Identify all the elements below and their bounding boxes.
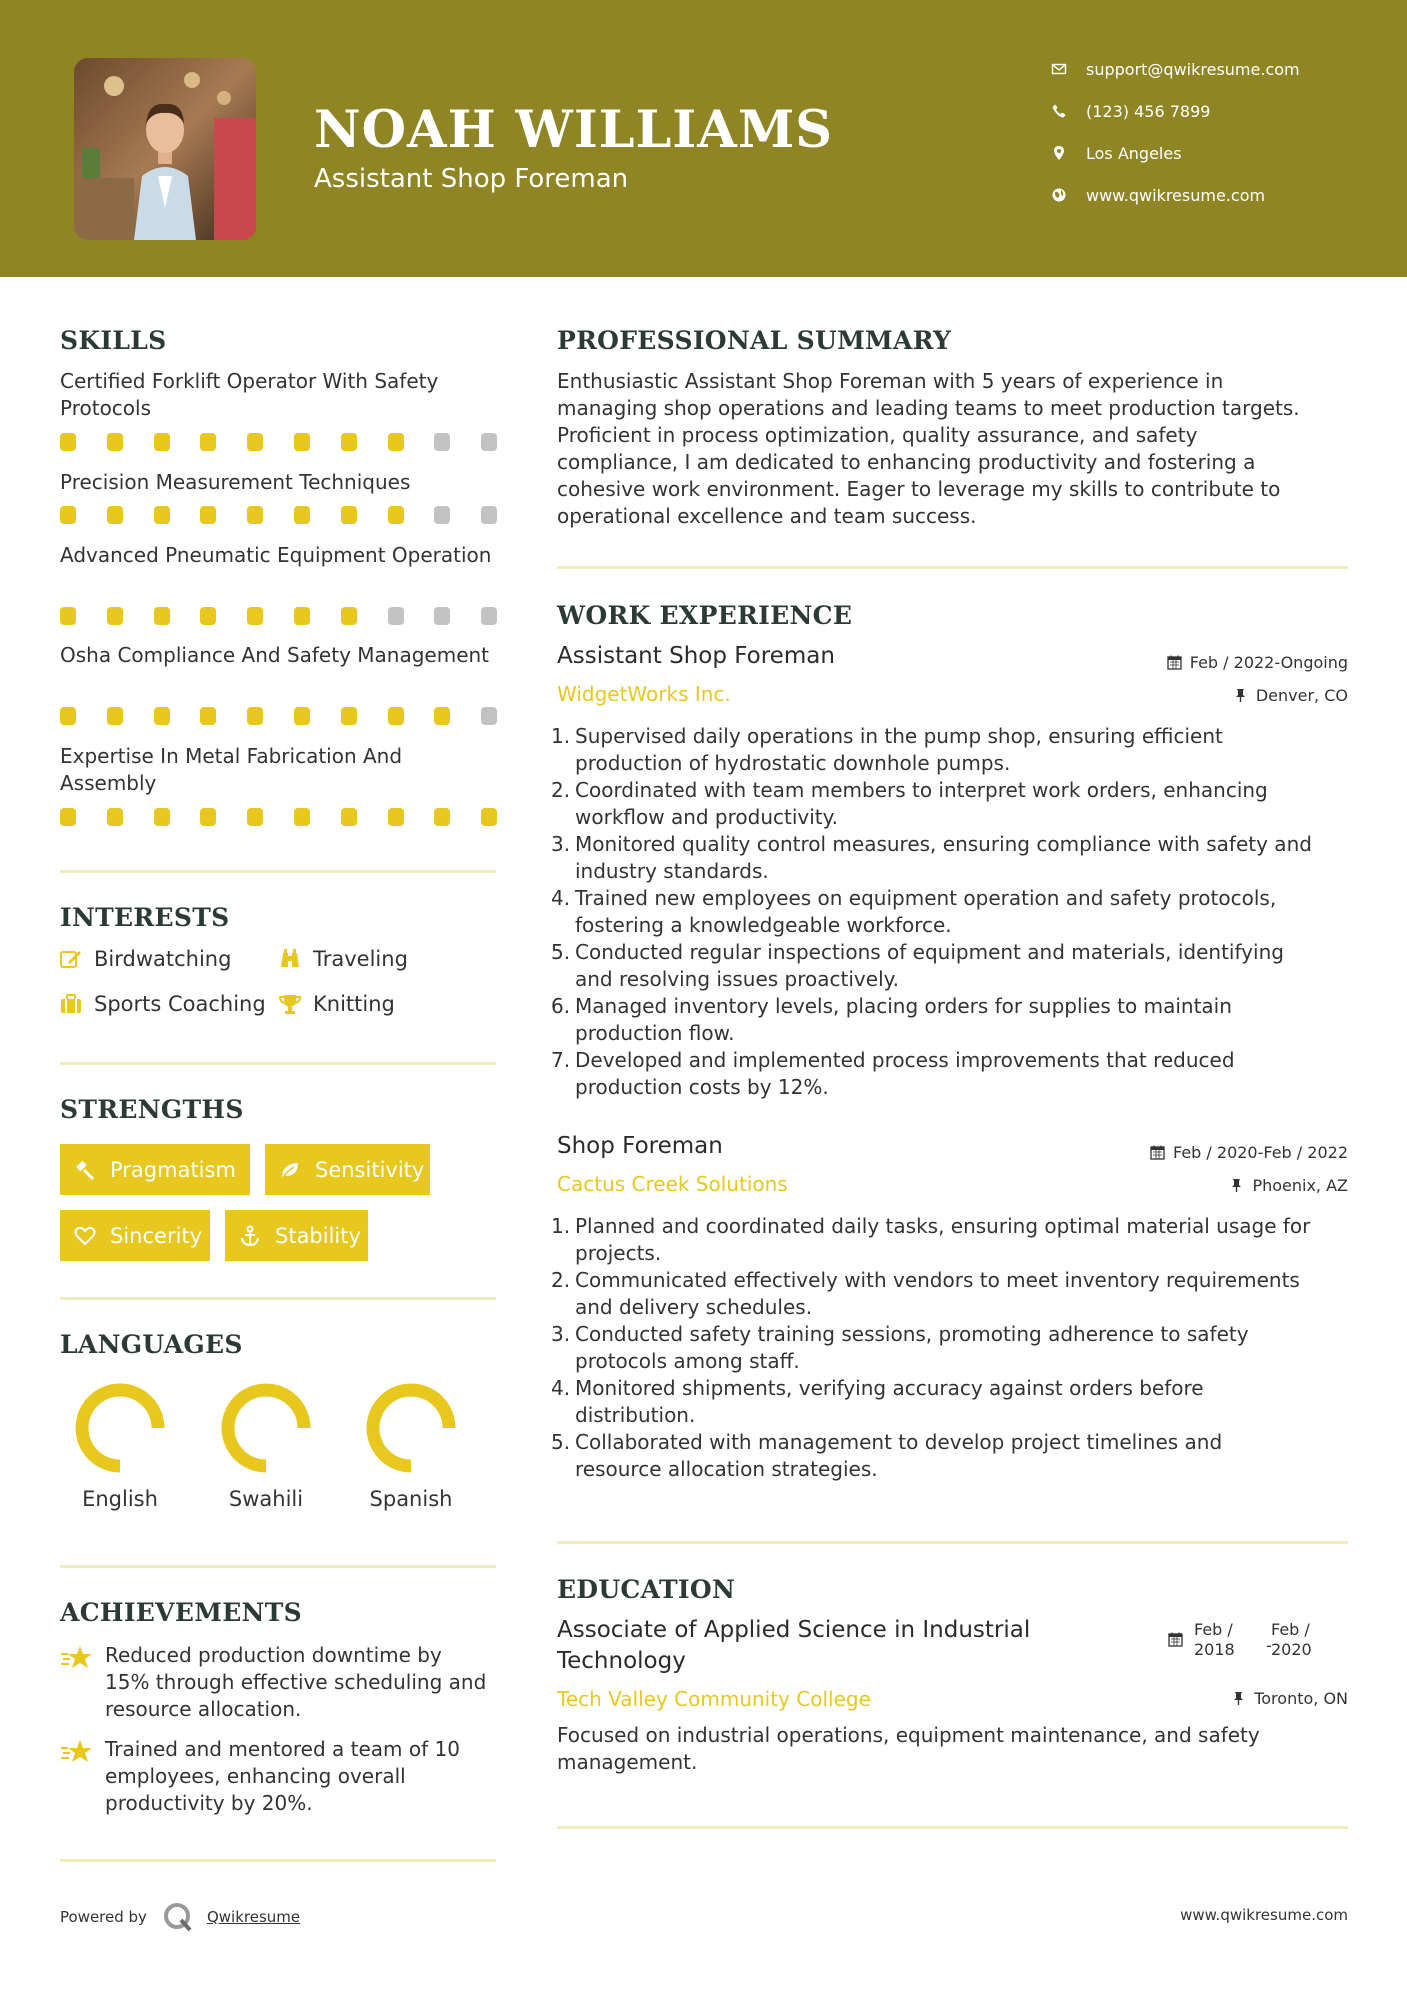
education-description-line: management. — [557, 1750, 698, 1774]
achievement-line: employees, enhancing overall — [105, 1764, 406, 1788]
skill-dot-empty — [481, 607, 497, 625]
experience-heading: WORK EXPERIENCE — [557, 601, 853, 630]
interest-label: Traveling — [313, 947, 408, 971]
responsibility-line: Monitored shipments, verifying accuracy against orders before — [575, 1376, 1204, 1400]
skill-dot-filled — [294, 506, 310, 524]
skill-dot-filled — [154, 808, 170, 826]
language-level-arc — [373, 1390, 449, 1466]
skill-dot-filled — [200, 707, 216, 725]
skill-dot-filled — [294, 808, 310, 826]
skill-rating — [60, 707, 500, 725]
responsibility-number: 1. — [551, 724, 571, 748]
responsibility-line: fostering a knowledgeable workforce. — [575, 913, 952, 937]
pushpin-icon — [1229, 1178, 1244, 1193]
skill-rating — [60, 433, 500, 451]
summary-heading: PROFESSIONAL SUMMARY — [557, 326, 952, 355]
skill-dot-empty — [481, 433, 497, 451]
star-icon — [60, 1644, 94, 1672]
interest-item — [58, 989, 266, 1019]
skill-dot-filled — [294, 707, 310, 725]
achievement-line: resource allocation. — [105, 1697, 302, 1721]
responsibility-line: distribution. — [575, 1403, 696, 1427]
skill-dot-filled — [434, 808, 450, 826]
strength-label: Sensitivity — [315, 1157, 425, 1182]
skill-dot-filled — [200, 506, 216, 524]
job-responsibilities — [551, 723, 1357, 1101]
responsibility-text — [575, 885, 1276, 939]
responsibility-number: 3. — [551, 1322, 571, 1346]
responsibility-item — [551, 993, 1357, 1047]
contact-email-text: support@qwikresume.com — [1086, 59, 1300, 79]
contact-website[interactable] — [1048, 179, 1388, 211]
responsibility-line: Conducted safety training sessions, promoting adherence to safety — [575, 1322, 1249, 1346]
summary-line: compliance, I am dedicated to enhancing productivity and fostering a — [557, 450, 1256, 474]
summary-text — [557, 368, 1357, 530]
responsibility-line: Trained new employees on equipment operation and safety protocols, — [575, 886, 1277, 910]
skill-name: Advanced Pneumatic Equipment Operation — [60, 543, 492, 567]
section-divider — [60, 1565, 496, 1568]
anchor-icon — [237, 1223, 263, 1249]
responsibility-text — [575, 993, 1232, 1047]
responsibility-line: workflow and productivity. — [575, 805, 838, 829]
skill-dot-filled — [247, 707, 263, 725]
briefcase-icon — [58, 991, 84, 1017]
job-dates-text: Feb / 2020-Feb / 2022 — [1173, 1143, 1348, 1162]
skill-dot-filled — [107, 607, 123, 625]
skill-dot-filled — [200, 808, 216, 826]
responsibility-line: and resolving issues proactively. — [575, 967, 899, 991]
skill-dot-filled — [388, 808, 404, 826]
heart-icon — [72, 1223, 98, 1249]
responsibility-line: production of hydrostatic downhole pumps. — [575, 751, 1011, 775]
responsibility-item — [551, 777, 1357, 831]
skill-dot-empty — [481, 707, 497, 725]
skill-dot-filled — [200, 607, 216, 625]
responsibility-text — [575, 1375, 1204, 1429]
language-gauge — [219, 1381, 313, 1475]
calendar-icon — [1167, 655, 1182, 670]
candidate-name: NOAH WILLIAMS — [314, 100, 834, 160]
language-gauge — [73, 1381, 167, 1475]
job-location-text: Phoenix, AZ — [1252, 1176, 1348, 1195]
skill-name: Precision Measurement Techniques — [60, 470, 411, 494]
company-name: Cactus Creek Solutions — [557, 1172, 788, 1196]
strength-label: Stability — [275, 1223, 361, 1248]
header-banner — [0, 0, 1407, 277]
binoculars-icon — [277, 946, 303, 972]
skill-rating — [60, 607, 500, 625]
skill-dot-filled — [60, 607, 76, 625]
map-pin-icon — [1048, 142, 1070, 164]
responsibility-text — [575, 777, 1268, 831]
skills-heading: SKILLS — [60, 326, 167, 355]
job-location — [1233, 686, 1348, 705]
skill-dot-empty — [481, 506, 497, 524]
responsibility-line: Supervised daily operations in the pump shop, ensuring efficient — [575, 724, 1223, 748]
gavel-icon — [72, 1157, 98, 1183]
skill-dot-filled — [60, 808, 76, 826]
qwikresume-link[interactable]: Qwikresume — [206, 1908, 301, 1926]
calendar-icon — [1150, 1145, 1165, 1160]
skill-dot-filled — [388, 433, 404, 451]
interest-item — [277, 944, 408, 974]
summary-line: operational excellence and team success. — [557, 504, 977, 528]
skill-dot-filled — [154, 607, 170, 625]
responsibility-item — [551, 1213, 1357, 1267]
language-name: English — [82, 1487, 158, 1511]
skill-name: Osha Compliance And Safety Management — [60, 643, 490, 667]
responsibility-text — [575, 1429, 1222, 1483]
skill-rating — [60, 808, 500, 826]
responsibility-line: Communicated effectively with vendors to meet inventory requirements — [575, 1268, 1300, 1292]
responsibility-line: Coordinated with team members to interpret work orders, enhancing — [575, 778, 1268, 802]
powered-by-text: Powered by — [60, 1908, 147, 1926]
skill-dot-filled — [434, 707, 450, 725]
language-item — [55, 1381, 185, 1531]
strength-badge — [60, 1144, 250, 1195]
strength-badge — [225, 1210, 368, 1261]
responsibility-item — [551, 1047, 1357, 1101]
section-divider — [557, 1541, 1348, 1544]
skill-dot-filled — [341, 607, 357, 625]
skill-dot-filled — [341, 433, 357, 451]
section-divider — [60, 1297, 496, 1300]
school-name: Tech Valley Community College — [557, 1687, 871, 1711]
strength-label: Sincerity — [110, 1223, 203, 1248]
education-dates — [1168, 1620, 1348, 1664]
education-location-text: Toronto, ON — [1254, 1689, 1348, 1708]
job-location-text: Denver, CO — [1255, 686, 1348, 705]
section-divider — [60, 1859, 496, 1862]
education-start-year: 2018 — [1194, 1640, 1235, 1659]
responsibility-line: production flow. — [575, 1021, 735, 1045]
section-divider — [60, 1062, 496, 1065]
job-dates-text: Feb / 2022-Ongoing — [1189, 653, 1348, 672]
skill-dot-filled — [388, 506, 404, 524]
languages-heading: LANGUAGES — [60, 1330, 243, 1359]
language-level-arc — [82, 1390, 158, 1466]
achievement-line: Trained and mentored a team of 10 — [105, 1737, 460, 1761]
strength-badge — [265, 1144, 430, 1195]
section-divider — [60, 870, 496, 873]
skill-dot-filled — [60, 707, 76, 725]
job-title: Shop Foreman — [557, 1133, 723, 1159]
interests-heading: INTERESTS — [60, 903, 230, 932]
education-description-line: Focused on industrial operations, equipment maintenance, and safety — [557, 1723, 1260, 1747]
summary-line: managing shop operations and leading teams to meet production targets. — [557, 396, 1300, 420]
pencil-square-icon — [58, 946, 84, 972]
section-divider — [557, 1826, 1348, 1829]
education-location — [1231, 1689, 1348, 1708]
responsibility-line: resource allocation strategies. — [575, 1457, 878, 1481]
skill-dot-filled — [154, 433, 170, 451]
footer-url[interactable]: www.qwikresume.com — [1180, 1906, 1348, 1924]
language-item — [346, 1381, 476, 1531]
strength-label: Pragmatism — [110, 1157, 236, 1182]
responsibility-line: Collaborated with management to develop project timelines and — [575, 1430, 1223, 1454]
job-responsibilities — [551, 1213, 1357, 1483]
skill-dot-filled — [294, 433, 310, 451]
skill-dot-filled — [247, 607, 263, 625]
skill-dot-empty — [434, 607, 450, 625]
achievement-item — [60, 1642, 500, 1726]
language-name: Spanish — [369, 1487, 453, 1511]
responsibility-line: industry standards. — [575, 859, 769, 883]
education-date-separator: - — [1266, 1636, 1272, 1655]
skill-dot-empty — [434, 433, 450, 451]
responsibility-number: 1. — [551, 1214, 571, 1238]
job-title: Assistant Shop Foreman — [557, 643, 835, 669]
language-level-arc — [228, 1390, 304, 1466]
job-location — [1229, 1176, 1348, 1195]
trophy-icon — [277, 991, 303, 1017]
responsibility-line: projects. — [575, 1241, 662, 1265]
responsibility-text — [575, 1321, 1249, 1375]
interest-item — [277, 989, 395, 1019]
strengths-heading: STRENGTHS — [60, 1095, 244, 1124]
responsibility-item — [551, 885, 1357, 939]
responsibility-item — [551, 1429, 1357, 1483]
responsibility-item — [551, 939, 1357, 993]
responsibility-line: Managed inventory levels, placing orders for supplies to maintain — [575, 994, 1232, 1018]
skill-dot-empty — [434, 506, 450, 524]
degree-line: Technology — [557, 1648, 686, 1674]
skill-dot-filled — [247, 808, 263, 826]
footer-brand — [60, 1900, 300, 1934]
responsibility-line: Conducted regular inspections of equipment and materials, identifying — [575, 940, 1284, 964]
language-item — [201, 1381, 331, 1531]
education-end-month: Feb / — [1271, 1620, 1310, 1639]
responsibility-item — [551, 1375, 1357, 1429]
responsibility-number: 7. — [551, 1048, 571, 1072]
responsibility-text — [575, 939, 1284, 993]
interest-label: Birdwatching — [94, 947, 232, 971]
skill-rating — [60, 506, 500, 524]
contact-phone-text: (123) 456 7899 — [1086, 101, 1211, 121]
responsibility-line: and delivery schedules. — [575, 1295, 813, 1319]
interest-item — [58, 944, 231, 974]
contact-website-text: www.qwikresume.com — [1086, 185, 1266, 205]
phone-icon — [1048, 100, 1070, 122]
responsibility-number: 6. — [551, 994, 571, 1018]
responsibility-text — [575, 1213, 1310, 1267]
responsibility-line: protocols among staff. — [575, 1349, 800, 1373]
skill-dot-filled — [60, 433, 76, 451]
responsibility-item — [551, 831, 1357, 885]
skill-dot-filled — [481, 808, 497, 826]
envelope-icon — [1048, 58, 1070, 80]
responsibility-number: 3. — [551, 832, 571, 856]
summary-line: Enthusiastic Assistant Shop Foreman with 5 years of experience in — [557, 369, 1224, 393]
skill-dot-filled — [341, 506, 357, 524]
responsibility-number: 5. — [551, 940, 571, 964]
skill-dot-filled — [341, 707, 357, 725]
star-icon — [60, 1738, 94, 1766]
skill-name: Certified Forklift Operator With Safety Protocols — [60, 369, 439, 420]
pushpin-icon — [1233, 688, 1248, 703]
profile-photo — [74, 58, 256, 240]
candidate-title: Assistant Shop Foreman — [314, 164, 629, 194]
responsibility-text — [575, 1267, 1300, 1321]
achievement-item — [60, 1736, 500, 1820]
contact-email[interactable] — [1048, 53, 1388, 85]
skill-dot-empty — [388, 607, 404, 625]
summary-line: Proficient in process optimization, quality assurance, and safety — [557, 423, 1198, 447]
leaf-icon — [277, 1157, 303, 1183]
achievement-line: Reduced production downtime by — [105, 1643, 442, 1667]
responsibility-text — [575, 831, 1312, 885]
job-dates — [1150, 1143, 1348, 1162]
skill-dot-filled — [107, 433, 123, 451]
responsibility-line: Developed and implemented process improvements that reduced — [575, 1048, 1235, 1072]
strength-badge — [60, 1210, 210, 1261]
skill-dot-filled — [154, 707, 170, 725]
responsibility-number: 4. — [551, 886, 571, 910]
achievements-heading: ACHIEVEMENTS — [60, 1598, 302, 1627]
responsibility-text — [575, 1047, 1235, 1101]
contact-location-text: Los Angeles — [1086, 143, 1182, 163]
degree-line: Associate of Applied Science in Industrial — [557, 1617, 1031, 1643]
responsibility-number: 5. — [551, 1430, 571, 1454]
contact-location — [1048, 137, 1388, 169]
qwikresume-logo-icon — [161, 1900, 195, 1934]
calendar-icon — [1168, 1632, 1183, 1647]
responsibility-line: Planned and coordinated daily tasks, ensuring optimal material usage for — [575, 1214, 1311, 1238]
education-start-month: Feb / — [1194, 1620, 1233, 1639]
skill-dot-filled — [154, 506, 170, 524]
education-heading: EDUCATION — [557, 1575, 736, 1604]
contact-phone[interactable] — [1048, 95, 1388, 127]
section-divider — [557, 566, 1348, 569]
skill-dot-filled — [60, 506, 76, 524]
achievement-line: 15% through effective scheduling and — [105, 1670, 487, 1694]
skill-dot-filled — [388, 707, 404, 725]
skill-dot-filled — [247, 433, 263, 451]
responsibility-item — [551, 1267, 1357, 1321]
skill-dot-filled — [247, 506, 263, 524]
skill-dot-filled — [294, 607, 310, 625]
language-name: Swahili — [228, 1487, 304, 1511]
skill-dot-filled — [107, 707, 123, 725]
responsibility-line: production costs by 12%. — [575, 1075, 829, 1099]
responsibility-item — [551, 1321, 1357, 1375]
globe-icon — [1048, 184, 1070, 206]
responsibility-number: 4. — [551, 1376, 571, 1400]
responsibility-line: Monitored quality control measures, ensuring compliance with safety and — [575, 832, 1312, 856]
skill-dot-filled — [341, 808, 357, 826]
summary-line: cohesive work environment. Eager to leverage my skills to contribute to — [557, 477, 1281, 501]
job-dates — [1167, 653, 1348, 672]
responsibility-number: 2. — [551, 1268, 571, 1292]
responsibility-item — [551, 723, 1357, 777]
education-description — [557, 1722, 1357, 1776]
skill-name: Expertise In Metal Fabrication And Assembly — [60, 744, 403, 795]
interest-label: Sports Coaching — [94, 992, 266, 1016]
skill-dot-filled — [107, 808, 123, 826]
skill-dot-filled — [200, 433, 216, 451]
education-end-year: 2020 — [1271, 1640, 1312, 1659]
achievement-line: productivity by 20%. — [105, 1791, 313, 1815]
skill-dot-filled — [107, 506, 123, 524]
language-gauge — [364, 1381, 458, 1475]
responsibility-number: 2. — [551, 778, 571, 802]
pushpin-icon — [1231, 1691, 1246, 1706]
responsibility-text — [575, 723, 1223, 777]
company-name: WidgetWorks Inc. — [557, 682, 731, 706]
interest-label: Knitting — [313, 992, 395, 1016]
